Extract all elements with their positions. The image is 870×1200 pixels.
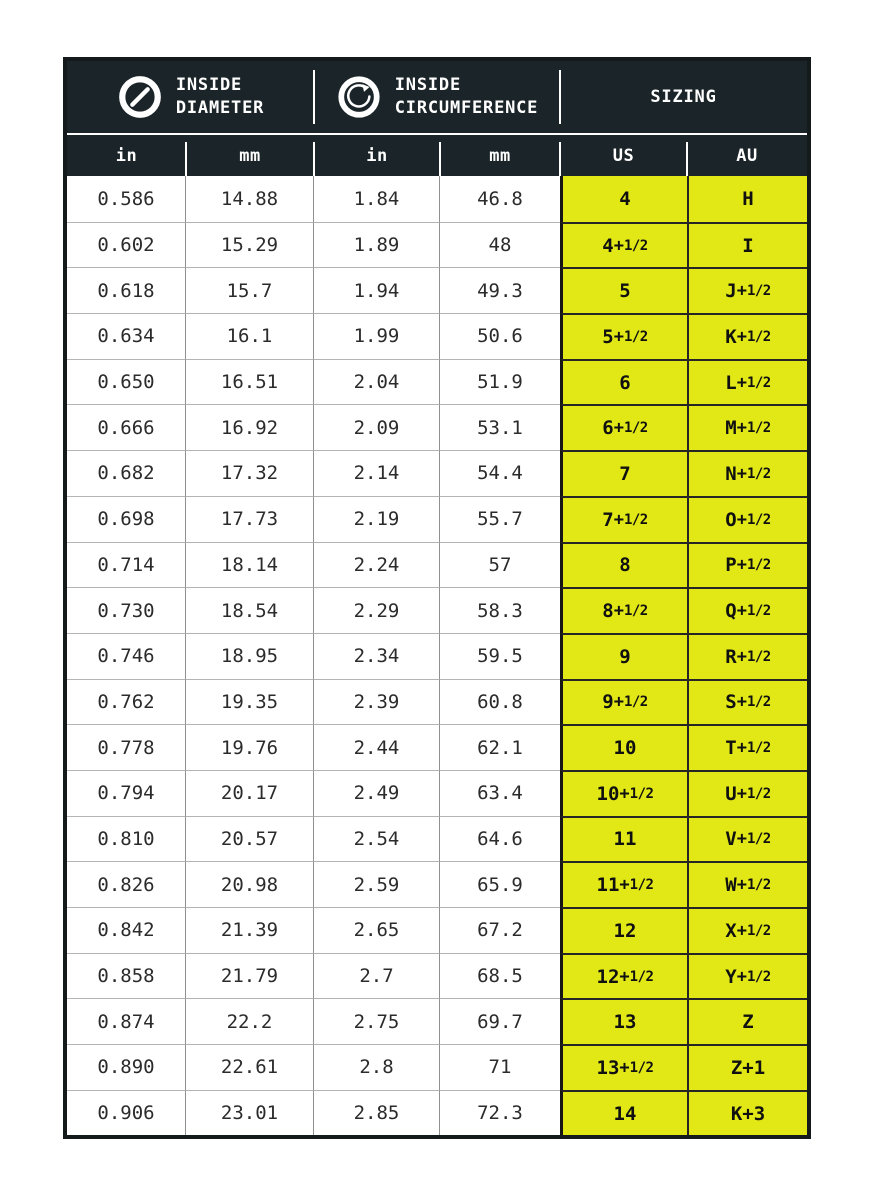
column-header-row (67, 135, 807, 176)
cell-diameter-in: 0.730 (67, 587, 186, 633)
cell-us-size (560, 587, 687, 633)
cell-diameter-in: 0.762 (67, 679, 186, 725)
plus-sign: + (613, 601, 624, 622)
cell-circumference-mm: 64.6 (440, 816, 560, 862)
cell-circumference-in: 2.14 (314, 450, 440, 496)
cell-diameter-mm: 22.2 (186, 998, 314, 1044)
table-row (67, 542, 807, 588)
cell-diameter-in: 0.682 (67, 450, 186, 496)
column-header-diameter-in: in (67, 135, 186, 176)
cell-circumference-mm: 58.3 (440, 587, 560, 633)
header-group-inside-diameter (67, 61, 314, 133)
table-row (67, 267, 807, 313)
cell-us-size (560, 724, 687, 770)
us-size-value: 8 (602, 600, 614, 623)
header-group-label: INSIDE CIRCUMFERENCE (394, 75, 539, 118)
au-size-fraction: 1/2 (746, 283, 771, 300)
cell-circumference-mm: 59.5 (440, 633, 560, 679)
us-size-value: 12 (613, 919, 637, 942)
cell-diameter-mm: 19.76 (186, 724, 314, 770)
plus-sign: + (736, 646, 747, 667)
cell-circumference-in: 1.89 (314, 222, 440, 268)
au-size-value: K (725, 325, 737, 348)
plus-sign: + (613, 692, 624, 713)
plus-sign: + (736, 509, 747, 530)
cell-diameter-mm: 21.79 (186, 953, 314, 999)
plus-sign: + (736, 966, 747, 987)
cell-circumference-mm: 72.3 (440, 1090, 560, 1136)
cell-circumference-in: 2.59 (314, 861, 440, 907)
cell-us-size (560, 633, 687, 679)
cell-diameter-mm: 20.57 (186, 816, 314, 862)
cell-diameter-mm: 18.95 (186, 633, 314, 679)
table-row (67, 633, 807, 679)
us-size-fraction: 1/2 (629, 1059, 654, 1076)
cell-diameter-mm: 23.01 (186, 1090, 314, 1136)
au-size-value: W (725, 874, 737, 897)
cell-us-size (560, 267, 687, 313)
cell-diameter-in: 0.906 (67, 1090, 186, 1136)
au-size-value: N (725, 462, 737, 485)
us-size-value: 8 (619, 554, 631, 577)
cell-au-size (687, 998, 807, 1044)
cell-circumference-mm: 57 (440, 542, 560, 588)
table-row (67, 1044, 807, 1090)
cell-diameter-mm: 17.73 (186, 496, 314, 542)
cell-diameter-in: 0.618 (67, 267, 186, 313)
cell-au-size (687, 953, 807, 999)
au-size-fraction: 1/2 (746, 694, 771, 711)
cell-au-size (687, 679, 807, 725)
table-row (67, 861, 807, 907)
cell-diameter-in: 0.714 (67, 542, 186, 588)
cell-diameter-in: 0.842 (67, 907, 186, 953)
cell-us-size (560, 176, 687, 222)
au-size-value: Y (725, 965, 737, 988)
cell-circumference-in: 2.54 (314, 816, 440, 862)
cell-diameter-in: 0.666 (67, 404, 186, 450)
table-row (67, 816, 807, 862)
us-size-fraction: 1/2 (623, 328, 648, 345)
au-size-fraction: 1/2 (746, 328, 771, 345)
au-size-fraction: 1/2 (746, 740, 771, 757)
cell-circumference-mm: 50.6 (440, 313, 560, 359)
au-size-fraction: 1/2 (746, 922, 771, 939)
cell-au-size (687, 450, 807, 496)
cell-us-size (560, 542, 687, 588)
au-size-fraction: 1/2 (746, 648, 771, 665)
cell-us-size (560, 998, 687, 1044)
plus-sign: + (736, 418, 747, 439)
cell-circumference-in: 2.09 (314, 404, 440, 450)
table-row (67, 359, 807, 405)
header-group-sizing (560, 61, 807, 133)
cell-circumference-mm: 54.4 (440, 450, 560, 496)
cell-circumference-in: 2.85 (314, 1090, 440, 1136)
au-size-value: H (742, 187, 754, 210)
cell-au-size (687, 724, 807, 770)
cell-circumference-in: 2.65 (314, 907, 440, 953)
plus-sign: + (613, 418, 624, 439)
cell-diameter-in: 0.746 (67, 633, 186, 679)
cell-circumference-mm: 55.7 (440, 496, 560, 542)
plus-sign: + (613, 509, 624, 530)
table-row (67, 679, 807, 725)
table-body (67, 176, 807, 1135)
us-size-value: 4 (619, 187, 631, 210)
cell-au-size (687, 496, 807, 542)
cell-diameter-mm: 16.1 (186, 313, 314, 359)
cell-circumference-in: 2.19 (314, 496, 440, 542)
table-row (67, 496, 807, 542)
header-group-row (67, 61, 807, 133)
cell-au-size (687, 907, 807, 953)
us-size-value: 11 (613, 828, 637, 851)
table-row (67, 450, 807, 496)
plus-sign: + (736, 463, 747, 484)
cell-diameter-mm: 17.32 (186, 450, 314, 496)
cell-circumference-in: 2.34 (314, 633, 440, 679)
cell-circumference-mm: 60.8 (440, 679, 560, 725)
plus-sign: + (736, 738, 747, 759)
cell-diameter-mm: 21.39 (186, 907, 314, 953)
us-size-value: 5 (602, 325, 614, 348)
diameter-icon (117, 74, 163, 120)
cell-us-size (560, 861, 687, 907)
cell-au-size (687, 542, 807, 588)
us-size-value: 13 (613, 1011, 637, 1034)
plus-sign: + (736, 875, 747, 896)
cell-circumference-mm: 69.7 (440, 998, 560, 1044)
header-group-label: SIZING (650, 86, 717, 107)
table-row (67, 404, 807, 450)
cell-circumference-in: 1.84 (314, 176, 440, 222)
au-size-fraction: 1/2 (746, 785, 771, 802)
cell-au-size (687, 816, 807, 862)
cell-circumference-mm: 46.8 (440, 176, 560, 222)
au-size-value: R (725, 645, 737, 668)
cell-us-size (560, 496, 687, 542)
au-size-fraction: 1/2 (746, 420, 771, 437)
au-size-fraction: 1/2 (746, 968, 771, 985)
cell-us-size (560, 816, 687, 862)
cell-au-size (687, 633, 807, 679)
us-size-value: 9 (619, 645, 631, 668)
cell-diameter-in: 0.602 (67, 222, 186, 268)
cell-au-size (687, 1044, 807, 1090)
us-size-value: 5 (619, 280, 631, 303)
circumference-icon (336, 74, 382, 120)
us-size-value: 10 (613, 737, 637, 760)
column-header-circumference-mm: mm (440, 135, 560, 176)
cell-circumference-mm: 67.2 (440, 907, 560, 953)
cell-diameter-in: 0.650 (67, 359, 186, 405)
au-size-value: Z (742, 1011, 754, 1034)
us-size-fraction: 1/2 (629, 968, 654, 985)
cell-us-size (560, 359, 687, 405)
table-row (67, 176, 807, 222)
column-header-us-size: US (560, 135, 687, 176)
cell-circumference-mm: 48 (440, 222, 560, 268)
table-row (67, 770, 807, 816)
column-header-diameter-mm: mm (186, 135, 314, 176)
plus-sign: + (736, 372, 747, 393)
cell-diameter-in: 0.874 (67, 998, 186, 1044)
cell-us-size (560, 953, 687, 999)
cell-diameter-mm: 22.61 (186, 1044, 314, 1090)
table-row (67, 907, 807, 953)
cell-diameter-mm: 15.29 (186, 222, 314, 268)
cell-diameter-mm: 20.17 (186, 770, 314, 816)
table-row (67, 587, 807, 633)
cell-diameter-in: 0.586 (67, 176, 186, 222)
plus-sign: + (613, 326, 624, 347)
cell-circumference-mm: 49.3 (440, 267, 560, 313)
cell-diameter-in: 0.826 (67, 861, 186, 907)
cell-au-size (687, 359, 807, 405)
cell-us-size (560, 679, 687, 725)
us-size-fraction: 1/2 (623, 694, 648, 711)
table-row (67, 724, 807, 770)
cell-au-size (687, 587, 807, 633)
table-row (67, 998, 807, 1044)
plus-sign: + (619, 875, 630, 896)
cell-diameter-mm: 14.88 (186, 176, 314, 222)
cell-circumference-mm: 53.1 (440, 404, 560, 450)
cell-diameter-in: 0.778 (67, 724, 186, 770)
au-size-value: O (725, 508, 737, 531)
cell-circumference-mm: 63.4 (440, 770, 560, 816)
us-size-value: 11 (596, 874, 620, 897)
cell-us-size (560, 907, 687, 953)
au-size-fraction: 1/2 (746, 603, 771, 620)
us-size-value: 6 (619, 371, 631, 394)
cell-au-size (687, 770, 807, 816)
ring-size-table (63, 57, 811, 1139)
cell-us-size (560, 770, 687, 816)
us-size-value: 4 (602, 234, 614, 257)
cell-circumference-mm: 62.1 (440, 724, 560, 770)
us-size-fraction: 1/2 (629, 877, 654, 894)
us-size-value: 7 (619, 462, 631, 485)
cell-circumference-mm: 68.5 (440, 953, 560, 999)
plus-sign: + (736, 555, 747, 576)
plus-sign: + (736, 920, 747, 941)
cell-circumference-in: 2.7 (314, 953, 440, 999)
column-header-circumference-in: in (314, 135, 440, 176)
us-size-value: 12 (596, 965, 620, 988)
cell-diameter-mm: 15.7 (186, 267, 314, 313)
au-size-value: T (725, 737, 737, 760)
us-size-value: 9 (602, 691, 614, 714)
plus-sign: + (736, 281, 747, 302)
cell-au-size (687, 267, 807, 313)
cell-au-size (687, 404, 807, 450)
au-size-fraction: 1/2 (746, 511, 771, 528)
au-size-fraction: 1/2 (746, 465, 771, 482)
us-size-value: 14 (613, 1102, 637, 1125)
cell-us-size (560, 450, 687, 496)
cell-diameter-mm: 18.14 (186, 542, 314, 588)
au-size-value: I (742, 234, 754, 257)
column-header-au-size: AU (736, 145, 758, 166)
au-size-fraction: 1/2 (746, 374, 771, 391)
table-row (67, 1090, 807, 1136)
us-size-value: 7 (602, 508, 614, 531)
plus-sign: + (619, 1057, 630, 1078)
cell-au-size (687, 861, 807, 907)
cell-diameter-mm: 16.51 (186, 359, 314, 405)
cell-circumference-in: 1.99 (314, 313, 440, 359)
cell-circumference-mm: 71 (440, 1044, 560, 1090)
table-row (67, 313, 807, 359)
cell-circumference-in: 2.44 (314, 724, 440, 770)
cell-au-size (687, 222, 807, 268)
us-size-value: 6 (602, 417, 614, 440)
cell-diameter-in: 0.698 (67, 496, 186, 542)
table-header (67, 61, 807, 176)
au-size-fraction: 1/2 (746, 831, 771, 848)
cell-au-size (687, 313, 807, 359)
plus-sign: + (736, 601, 747, 622)
au-size-value: K+3 (730, 1102, 766, 1125)
us-size-fraction: 1/2 (629, 785, 654, 802)
cell-circumference-in: 2.75 (314, 998, 440, 1044)
cell-diameter-in: 0.858 (67, 953, 186, 999)
cell-circumference-in: 2.04 (314, 359, 440, 405)
au-size-value: J (725, 280, 737, 303)
au-size-value: P (725, 554, 737, 577)
au-size-value: X (725, 919, 737, 942)
cell-diameter-in: 0.634 (67, 313, 186, 359)
cell-circumference-mm: 51.9 (440, 359, 560, 405)
au-size-value: Q (725, 600, 737, 623)
cell-circumference-in: 2.29 (314, 587, 440, 633)
cell-us-size (560, 1044, 687, 1090)
header-group-inside-circumference (314, 61, 560, 133)
au-size-value: L (725, 371, 737, 394)
cell-us-size (560, 313, 687, 359)
plus-sign: + (613, 235, 624, 256)
au-size-value: S (725, 691, 737, 714)
table-row (67, 953, 807, 999)
cell-diameter-in: 0.794 (67, 770, 186, 816)
cell-diameter-mm: 19.35 (186, 679, 314, 725)
plus-sign: + (736, 783, 747, 804)
au-size-value: M (725, 417, 737, 440)
us-size-value: 13 (596, 1056, 620, 1079)
plus-sign: + (736, 829, 747, 850)
plus-sign: + (736, 326, 747, 347)
cell-us-size (560, 404, 687, 450)
us-size-fraction: 1/2 (623, 603, 648, 620)
cell-diameter-mm: 20.98 (186, 861, 314, 907)
cell-au-size (687, 1090, 807, 1136)
cell-diameter-mm: 16.92 (186, 404, 314, 450)
cell-circumference-in: 1.94 (314, 267, 440, 313)
us-size-value: 10 (596, 782, 620, 805)
au-size-fraction: 1/2 (746, 877, 771, 894)
us-size-fraction: 1/2 (623, 237, 648, 254)
cell-diameter-mm: 18.54 (186, 587, 314, 633)
au-size-value: Z+1 (730, 1056, 766, 1079)
cell-us-size (560, 222, 687, 268)
cell-us-size (560, 1090, 687, 1136)
cell-circumference-in: 2.8 (314, 1044, 440, 1090)
us-size-fraction: 1/2 (623, 511, 648, 528)
cell-au-size (687, 176, 807, 222)
cell-circumference-in: 2.39 (314, 679, 440, 725)
au-size-fraction: 1/2 (746, 557, 771, 574)
table-row (67, 222, 807, 268)
cell-circumference-mm: 65.9 (440, 861, 560, 907)
plus-sign: + (619, 966, 630, 987)
cell-diameter-in: 0.810 (67, 816, 186, 862)
au-size-value: V (725, 828, 737, 851)
plus-sign: + (736, 692, 747, 713)
cell-circumference-in: 2.24 (314, 542, 440, 588)
cell-circumference-in: 2.49 (314, 770, 440, 816)
header-group-label: INSIDE DIAMETER (175, 75, 265, 118)
us-size-fraction: 1/2 (623, 420, 648, 437)
cell-diameter-in: 0.890 (67, 1044, 186, 1090)
plus-sign: + (619, 783, 630, 804)
au-size-value: U (725, 782, 737, 805)
